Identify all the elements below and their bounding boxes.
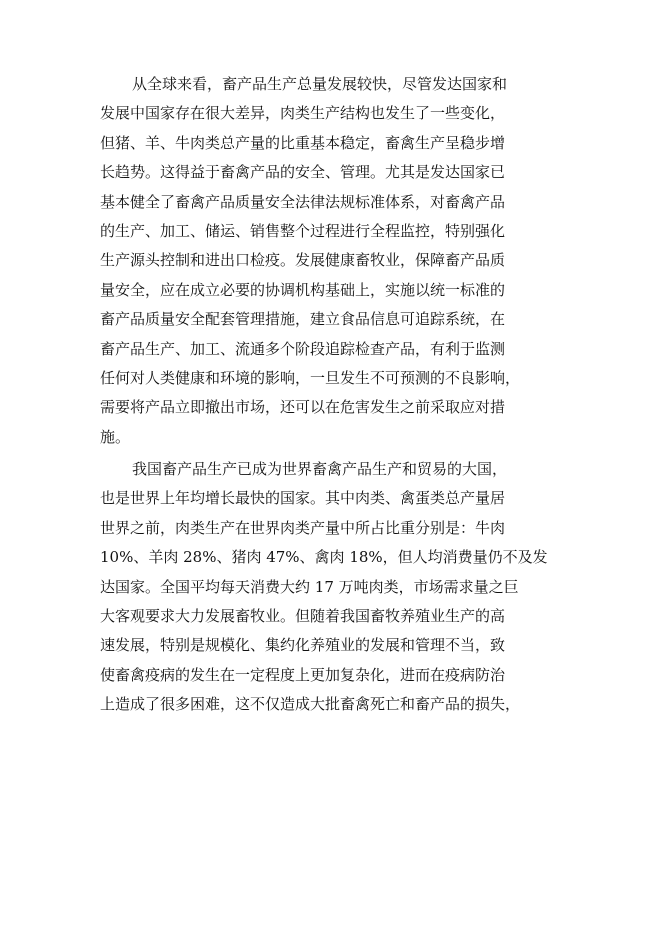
- paragraph-2-line-3: 世界之前，肉类生产在世界肉类产量中所占比重分别是：牛肉: [100, 518, 506, 537]
- paragraph-2: [100, 455, 562, 720]
- document-body: [100, 70, 562, 720]
- paragraph-1-line-10: 畜产品生产、加工、流通多个阶段追踪检查产品，有利于监测: [100, 339, 506, 358]
- paragraph-2-line-9: 上造成了很多困难，这不仅造成大批畜禽死亡和畜产品的损失，: [100, 695, 521, 714]
- paragraph-1-line-2: 发展中国家存在很大差异，肉类生产结构也发生了一些变化，: [100, 104, 506, 123]
- paragraph-1: [100, 70, 562, 452]
- paragraph-2-line-7: 速发展，特别是规模化、集约化养殖业的发展和管理不当，致: [100, 636, 506, 655]
- paragraph-1-line-11: 任何对人类健康和环境的影响，一旦发生不可预测的不良影响，: [100, 368, 521, 387]
- paragraph-1-line-5: 基本健全了畜禽产品质量安全法律法规标准体系，对畜禽产品: [100, 192, 506, 211]
- paragraph-2-line-4: 10%、羊肉 28%、猪肉 47%、禽肉 18%，但人均消费量仍不及发: [100, 548, 548, 567]
- paragraph-2-line-5: 达国家。全国平均每天消费大约 17 万吨肉类，市场需求量之巨: [100, 577, 519, 596]
- paragraph-1-line-6: 的生产、加工、储运、销售整个过程进行全程监控，特别强化: [100, 221, 506, 240]
- paragraph-1-line-12: 需要将产品立即撤出市场，还可以在危害发生之前采取应对措: [100, 398, 506, 417]
- paragraph-2-line-2: 也是世界上年均增长最快的国家。其中肉类、禽蛋类总产量居: [100, 489, 506, 508]
- paragraph-2-line-6: 大客观要求大力发展畜牧业。但随着我国畜牧养殖业生产的高: [100, 607, 506, 626]
- paragraph-1-line-9: 畜产品质量安全配套管理措施，建立食品信息可追踪系统，在: [100, 310, 506, 329]
- paragraph-1-line-1: 从全球来看，畜产品生产总量发展较快，尽管发达国家和: [132, 75, 508, 93]
- paragraph-2-line-1: 我国畜产品生产已成为世界畜禽产品生产和贸易的大国，: [132, 460, 508, 479]
- paragraph-2-line-8: 使畜禽疫病的发生在一定程度上更加复杂化，进而在疫病防治: [100, 665, 506, 684]
- paragraph-1-line-8: 量安全，应在成立必要的协调机构基础上，实施以统一标准的: [100, 280, 506, 299]
- paragraph-1-line-3: 但猪、羊、牛肉类总产量的比重基本稳定，畜禽生产呈稳步增: [100, 133, 506, 152]
- paragraph-1-line-7: 生产源头控制和进出口检疫。发展健康畜牧业，保障畜产品质: [100, 251, 506, 270]
- paragraph-1-line-13: 施。: [100, 427, 131, 446]
- paragraph-1-line-4: 长趋势。这得益于畜禽产品的安全、管理。尤其是发达国家已: [100, 163, 506, 182]
